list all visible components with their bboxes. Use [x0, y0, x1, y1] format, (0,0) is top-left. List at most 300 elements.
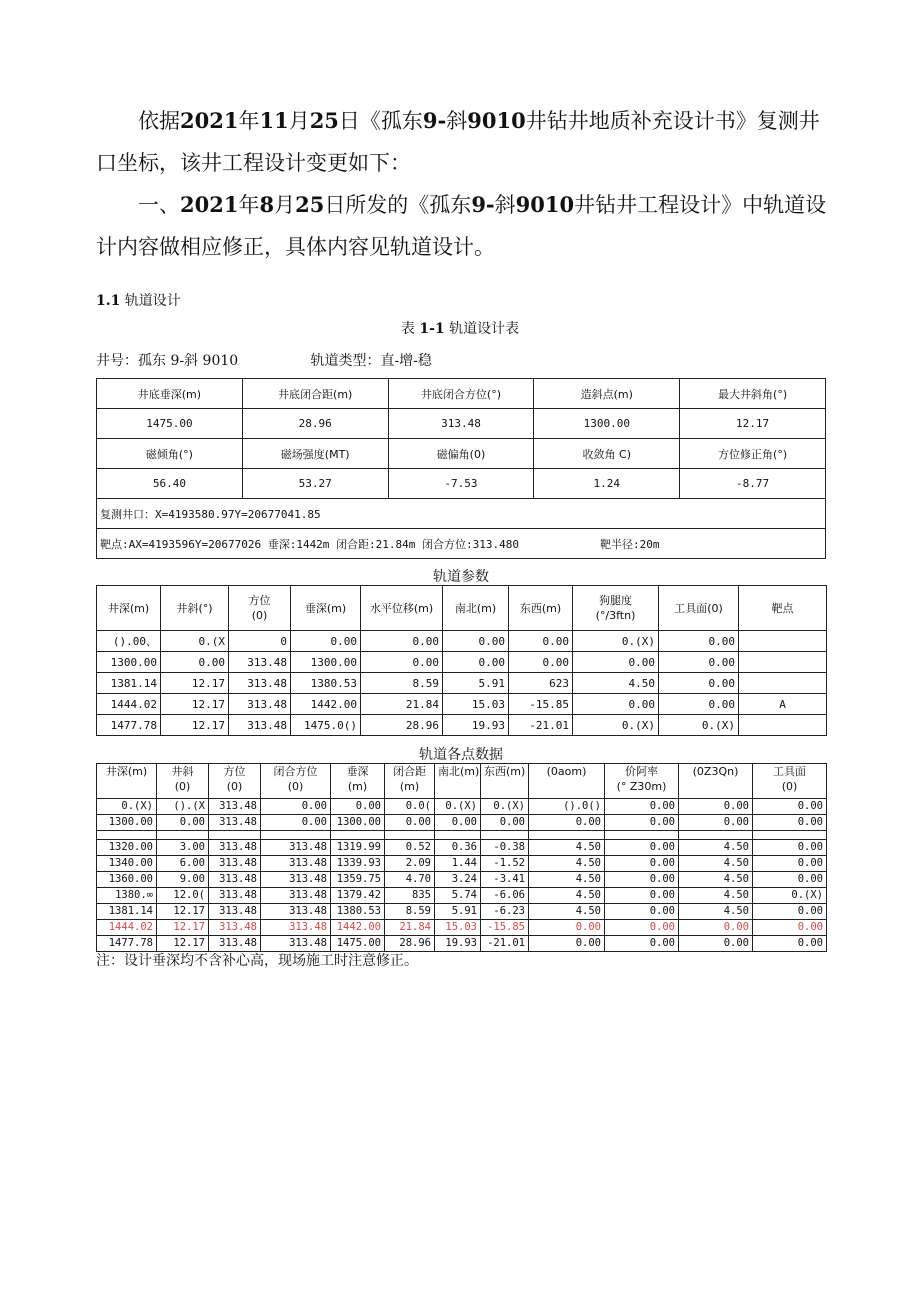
header-text: 井斜 [171, 765, 194, 778]
summary-value-row [97, 469, 826, 499]
table-cell: 1477.78 [97, 715, 161, 736]
table-cell: 313.48 [261, 856, 331, 872]
table-cell: 313.48 [261, 872, 331, 888]
header-text: (0) [251, 609, 268, 622]
table-cell: 0.00 [605, 872, 679, 888]
table-cell: 0.00 [509, 652, 573, 673]
target-radius: 靶半径:20m [600, 537, 660, 551]
table-cell: 0.00 [385, 815, 435, 831]
summary-header-row [97, 439, 826, 469]
paragraph-text: 年 [238, 109, 260, 133]
table-cell: 835 [385, 888, 435, 904]
table-cell: 1475.00 [331, 936, 385, 952]
table-cell: 1359.75 [331, 872, 385, 888]
summary-header-cell: 最大井斜角(°) [680, 379, 826, 409]
caption-number: 1-1 [419, 321, 445, 337]
paragraph-text: 月 [274, 193, 296, 217]
table-cell: 0.00 [753, 872, 827, 888]
points-header-cell [157, 764, 209, 799]
points-header-cell [209, 764, 261, 799]
table-row [97, 715, 827, 736]
table-cell: 1442.00 [331, 920, 385, 936]
paragraph-text: 井钻井地质补充设计书》复测井口坐标，该井工程设计变更如下： [96, 109, 820, 175]
summary-value-cell: 313.48 [388, 409, 534, 439]
table-cell: 4.50 [679, 840, 753, 856]
table-cell: 1442.00 [291, 694, 361, 715]
summary-header-cell: 方位修正角(°) [680, 439, 826, 469]
table-cell: 4.50 [679, 856, 753, 872]
params-header-cell [361, 586, 443, 631]
table-cell: 0.00 [753, 904, 827, 920]
points-header-cell [97, 764, 157, 799]
points-header-cell [679, 764, 753, 799]
params-header-cell [291, 586, 361, 631]
table-cell: 12.17 [157, 904, 209, 920]
params-header-cell [509, 586, 573, 631]
summary-header-row [97, 379, 826, 409]
table-cell: 1380.53 [291, 673, 361, 694]
table-cell: 4.50 [679, 888, 753, 904]
table-cell: 28.96 [361, 715, 443, 736]
table-cell: 0.(X) [481, 799, 529, 815]
table-cell: 0.00 [659, 652, 739, 673]
table-cell: 313.48 [229, 694, 291, 715]
table-row [97, 799, 827, 815]
spacer-cell [157, 831, 209, 840]
table-cell: 1381.14 [97, 673, 161, 694]
table-cell: 313.48 [209, 936, 261, 952]
summary-header-cell: 磁偏角(0) [388, 439, 534, 469]
trajectory-type: 轨道类型：直-增-稳 [310, 353, 432, 369]
table-cell: 1340.00 [97, 856, 157, 872]
paragraph-text: 9- [422, 108, 447, 133]
header-text: 靶点 [771, 601, 794, 615]
summary-header-cell: 井底闭合方位(°) [388, 379, 534, 409]
table-caption [0, 318, 920, 338]
header-text: 狗腿度 [599, 594, 632, 607]
table-cell: 0.00 [753, 840, 827, 856]
table-cell: 313.48 [209, 904, 261, 920]
table-header-row [97, 586, 827, 631]
table-cell: 9.00 [157, 872, 209, 888]
table-cell: 1475.0() [291, 715, 361, 736]
table-cell: -1.52 [481, 856, 529, 872]
summary-value-cell: 12.17 [680, 409, 826, 439]
header-text: 水平位移(m) [369, 601, 434, 615]
table-cell: 0.(X) [753, 888, 827, 904]
wellhead-coordinates: 复测井口：X=4193580.97Y=20677041.85 [97, 499, 826, 529]
table-cell: -15.85 [481, 920, 529, 936]
paragraph-text: 9010 [515, 192, 575, 217]
header-text: 闭合方位 [273, 765, 318, 778]
params-header-cell [443, 586, 509, 631]
spacer-cell [481, 831, 529, 840]
table-cell: 0.00 [605, 815, 679, 831]
spacer-row [97, 831, 827, 840]
table-cell: 0.0( [385, 799, 435, 815]
table-cell: 4.50 [529, 904, 605, 920]
table-cell: 1360.00 [97, 872, 157, 888]
table-cell [739, 652, 827, 673]
table-cell: 313.48 [209, 888, 261, 904]
table-cell: -0.38 [481, 840, 529, 856]
table-cell: 0.00 [481, 815, 529, 831]
params-header-cell [659, 586, 739, 631]
table-cell: 0.00 [679, 815, 753, 831]
paragraph-text: 日《孤东 [338, 109, 423, 133]
highlighted-row [97, 920, 827, 936]
table-cell: 4.70 [385, 872, 435, 888]
summary-header-cell: 造斜点(m) [534, 379, 680, 409]
table-cell: 21.84 [361, 694, 443, 715]
table-cell: 4.50 [679, 904, 753, 920]
table-cell: 0.00 [679, 936, 753, 952]
table-cell: 12.0( [157, 888, 209, 904]
table-cell: A [739, 694, 827, 715]
table-row [97, 815, 827, 831]
summary-header-cell: 收敛角 C) [534, 439, 680, 469]
points-header-cell [529, 764, 605, 799]
table-cell: 1339.93 [331, 856, 385, 872]
table-cell: 6.00 [157, 856, 209, 872]
summary-value-cell: -7.53 [388, 469, 534, 499]
params-title: 轨道参数 [433, 569, 489, 585]
table-cell: 4.50 [529, 840, 605, 856]
points-header-cell [385, 764, 435, 799]
table-cell: 0.00 [529, 920, 605, 936]
spacer-cell [385, 831, 435, 840]
section-number: 1.1 [96, 293, 121, 309]
table-cell: 0 [229, 631, 291, 652]
header-text: (m) [347, 780, 368, 793]
paragraph-text: 11 [259, 108, 289, 133]
paragraph-text: 斜 [446, 109, 468, 133]
table-cell: 313.48 [261, 840, 331, 856]
table-cell: 313.48 [261, 904, 331, 920]
table-cell: 313.48 [209, 815, 261, 831]
summary-value-cell: 1300.00 [534, 409, 680, 439]
params-header-cell [229, 586, 291, 631]
params-header-cell [573, 586, 659, 631]
paragraph-text: 2021 [180, 192, 239, 217]
table-row [97, 840, 827, 856]
points-header-cell [605, 764, 679, 799]
header-text: 井深(m) [107, 601, 150, 615]
paragraph-text: 2021 [180, 108, 239, 133]
header-text: 方位 [223, 765, 246, 778]
table-row [97, 872, 827, 888]
points-header-cell [261, 764, 331, 799]
table-cell: 0.(X) [573, 715, 659, 736]
table-cell: 0.00 [261, 799, 331, 815]
table-cell: 313.48 [261, 920, 331, 936]
table-cell: 1320.00 [97, 840, 157, 856]
table-cell: 0.00 [443, 652, 509, 673]
table-cell: 15.03 [435, 920, 481, 936]
table-cell: 0.00 [331, 799, 385, 815]
table-cell: 0.00 [509, 631, 573, 652]
modification-paragraph [96, 184, 836, 268]
table-cell: 313.48 [229, 673, 291, 694]
points-header-cell [481, 764, 529, 799]
summary-header-cell: 磁场强度(MT) [242, 439, 388, 469]
table-cell: -15.85 [509, 694, 573, 715]
points-title: 轨道各点数据 [419, 747, 503, 763]
spacer-cell [209, 831, 261, 840]
table-cell: 313.48 [209, 872, 261, 888]
table-cell: 4.50 [573, 673, 659, 694]
header-text: (0) [174, 780, 191, 793]
table-cell: 12.17 [157, 936, 209, 952]
table-cell: 313.48 [209, 856, 261, 872]
table-cell: 0.00 [529, 936, 605, 952]
table-cell: 0.00 [261, 815, 331, 831]
spacer-cell [529, 831, 605, 840]
header-text: (0Z3Qn) [692, 765, 739, 778]
table-cell: 12.17 [161, 715, 229, 736]
table-cell: 623 [509, 673, 573, 694]
table-cell: 0.00 [443, 631, 509, 652]
header-text: 价阿率 [625, 765, 658, 778]
params-table [96, 585, 827, 736]
header-text: 东西(m) [484, 765, 526, 778]
table-row [97, 652, 827, 673]
table-cell: ().00、 [97, 631, 161, 652]
section-title: 轨道设计 [124, 293, 181, 309]
table-row [97, 694, 827, 715]
summary-value-cell: 53.27 [242, 469, 388, 499]
table-cell: 1300.00 [291, 652, 361, 673]
summary-table [96, 378, 826, 559]
table-cell: 0.00 [605, 920, 679, 936]
summary-header-cell: 磁倾角(°) [97, 439, 243, 469]
table-cell: 0.00 [157, 815, 209, 831]
table-cell: 0.52 [385, 840, 435, 856]
table-header-row [97, 764, 827, 799]
table-cell: 313.48 [209, 840, 261, 856]
table-cell: 5.91 [435, 904, 481, 920]
summary-header-cell: 井底闭合距(m) [242, 379, 388, 409]
summary-header-cell: 井底垂深(m) [97, 379, 243, 409]
table-row [97, 888, 827, 904]
table-cell: 313.48 [261, 888, 331, 904]
table-cell: 1.44 [435, 856, 481, 872]
paragraph-text: 井钻井工程设计》中轨道设计内容做相应修正，具体内容见轨道设计。 [96, 193, 827, 259]
table-cell: 1380.∞ [97, 888, 157, 904]
paragraph-text: 一、 [138, 193, 180, 217]
caption-title: 轨道设计表 [449, 321, 520, 337]
header-text: 南北(m) [438, 765, 480, 778]
points-header-cell [753, 764, 827, 799]
table-cell: 4.50 [529, 856, 605, 872]
params-header-cell [739, 586, 827, 631]
table-cell: 1300.00 [97, 815, 157, 831]
table-cell: ().0() [529, 799, 605, 815]
params-header-cell [97, 586, 161, 631]
table-cell: 0.00 [659, 694, 739, 715]
paragraph-text: 9- [471, 192, 495, 217]
table-cell: 15.03 [443, 694, 509, 715]
table-cell: 2.09 [385, 856, 435, 872]
header-text: 工具面 [773, 765, 806, 778]
table-cell: 0.(X) [573, 631, 659, 652]
spacer-cell [261, 831, 331, 840]
table-cell: 8.59 [361, 673, 443, 694]
table-cell: 19.93 [435, 936, 481, 952]
table-cell: 0.00 [753, 936, 827, 952]
table-row [97, 673, 827, 694]
paragraph-text: 8 [259, 192, 275, 217]
table-cell: 0.00 [753, 856, 827, 872]
header-text: 东西(m) [519, 601, 562, 615]
table-cell: 0.00 [659, 631, 739, 652]
well-number: 井号：孤东 9-斜 9010 [96, 353, 239, 369]
header-text: (0) [226, 780, 243, 793]
table-cell: 0.00 [605, 888, 679, 904]
header-text: 闭合距 [393, 765, 426, 778]
paragraph-text: 25 [295, 192, 325, 217]
table-cell: 1444.02 [97, 694, 161, 715]
table-row [97, 856, 827, 872]
header-text: 南北(m) [454, 601, 497, 615]
table-cell: 4.50 [529, 888, 605, 904]
table-cell: 0.00 [605, 799, 679, 815]
caption-prefix: 表 [400, 321, 415, 337]
table-cell: 1444.02 [97, 920, 157, 936]
table-cell [739, 631, 827, 652]
table-cell [739, 715, 827, 736]
table-cell: 5.91 [443, 673, 509, 694]
target-info [97, 529, 826, 559]
spacer-cell [435, 831, 481, 840]
table-cell: 0.00 [605, 904, 679, 920]
intro-paragraph [96, 100, 836, 184]
table-cell: 1381.14 [97, 904, 157, 920]
header-text: 井斜(°) [176, 601, 213, 615]
summary-value-cell: 1.24 [534, 469, 680, 499]
table-cell: 0.00 [679, 799, 753, 815]
table-cell: 0.00 [573, 652, 659, 673]
table-row [97, 631, 827, 652]
header-text: 工具面(0) [674, 601, 723, 615]
header-text: 井深(m) [105, 765, 148, 778]
table-cell: 1300.00 [331, 815, 385, 831]
table-cell: 12.17 [157, 920, 209, 936]
summary-value-cell: 56.40 [97, 469, 243, 499]
table-row [97, 904, 827, 920]
table-cell: 0.00 [753, 920, 827, 936]
table-cell: ().(X [157, 799, 209, 815]
table-cell: 3.00 [157, 840, 209, 856]
table-cell: 0.(X) [659, 715, 739, 736]
paragraph-text: 9010 [467, 108, 526, 133]
header-text: (0aom) [546, 765, 587, 778]
table-cell: 0.00 [679, 920, 753, 936]
table-cell: 313.48 [261, 936, 331, 952]
header-text: 垂深(m) [304, 601, 347, 615]
table-cell: -3.41 [481, 872, 529, 888]
table-cell: 28.96 [385, 936, 435, 952]
footnote: 注：设计垂深均不含补心高，现场施工时注意修正。 [96, 953, 418, 969]
paragraph-text: 25 [309, 108, 339, 133]
table-cell: 0.(X) [97, 799, 157, 815]
header-text: (0) [781, 780, 798, 793]
table-cell [739, 673, 827, 694]
target-coordinates: 靶点:AX=4193596Y=20677026 垂深:1442m 闭合距:21.84m 闭合方位:313.480 [100, 537, 520, 551]
header-text: 垂深 [346, 765, 369, 778]
params-header-cell [161, 586, 229, 631]
table-cell: 1379.42 [331, 888, 385, 904]
table-cell: 0.00 [659, 673, 739, 694]
table-cell: 313.48 [209, 920, 261, 936]
table-cell: 0.00 [605, 856, 679, 872]
table-cell: 0.00 [435, 815, 481, 831]
table-cell: 0.(X) [435, 799, 481, 815]
header-text: (°/3ftn) [595, 609, 636, 622]
summary-value-cell: 1475.00 [97, 409, 243, 439]
table-cell: -6.06 [481, 888, 529, 904]
table-cell: 0.00 [291, 631, 361, 652]
points-header-cell [331, 764, 385, 799]
spacer-cell [679, 831, 753, 840]
paragraph-text: 年 [238, 193, 260, 217]
table-cell: 5.74 [435, 888, 481, 904]
paragraph-text: 斜 [494, 193, 516, 217]
table-cell: 4.50 [529, 872, 605, 888]
table-cell: 1380.53 [331, 904, 385, 920]
paragraph-text: 依据 [138, 109, 180, 133]
paragraph-text: 月 [288, 109, 310, 133]
header-text: (m) [399, 780, 420, 793]
spacer-cell [753, 831, 827, 840]
header-text: 方位 [248, 594, 271, 607]
table-cell: 0.00 [753, 799, 827, 815]
table-cell: -21.01 [481, 936, 529, 952]
table-cell: 0.00 [605, 840, 679, 856]
well-info [96, 350, 432, 370]
table-cell: 19.93 [443, 715, 509, 736]
table-cell: 0.00 [361, 652, 443, 673]
spacer-cell [97, 831, 157, 840]
section-heading [96, 290, 181, 310]
table-cell: 0.00 [361, 631, 443, 652]
table-cell: 21.84 [385, 920, 435, 936]
header-text: (0) [287, 780, 304, 793]
table-cell: 0.(X [161, 631, 229, 652]
points-header-cell [435, 764, 481, 799]
table-cell: 1300.00 [97, 652, 161, 673]
table-cell: -21.01 [509, 715, 573, 736]
points-table [96, 763, 827, 952]
spacer-cell [331, 831, 385, 840]
header-text: (° Z30m) [616, 780, 667, 793]
table-cell: -6.23 [481, 904, 529, 920]
summary-value-cell: 28.96 [242, 409, 388, 439]
paragraph-text: 日所发的《孤东 [324, 193, 472, 217]
table-cell: 3.24 [435, 872, 481, 888]
table-cell: 0.00 [573, 694, 659, 715]
table-cell: 313.48 [209, 799, 261, 815]
table-cell: 0.00 [161, 652, 229, 673]
table-cell: 8.59 [385, 904, 435, 920]
table-cell: 0.00 [753, 815, 827, 831]
table-cell: 313.48 [229, 715, 291, 736]
table-cell: 0.00 [605, 936, 679, 952]
table-cell: 313.48 [229, 652, 291, 673]
table-cell: 1477.78 [97, 936, 157, 952]
table-cell: 0.36 [435, 840, 481, 856]
table-cell: 12.17 [161, 673, 229, 694]
